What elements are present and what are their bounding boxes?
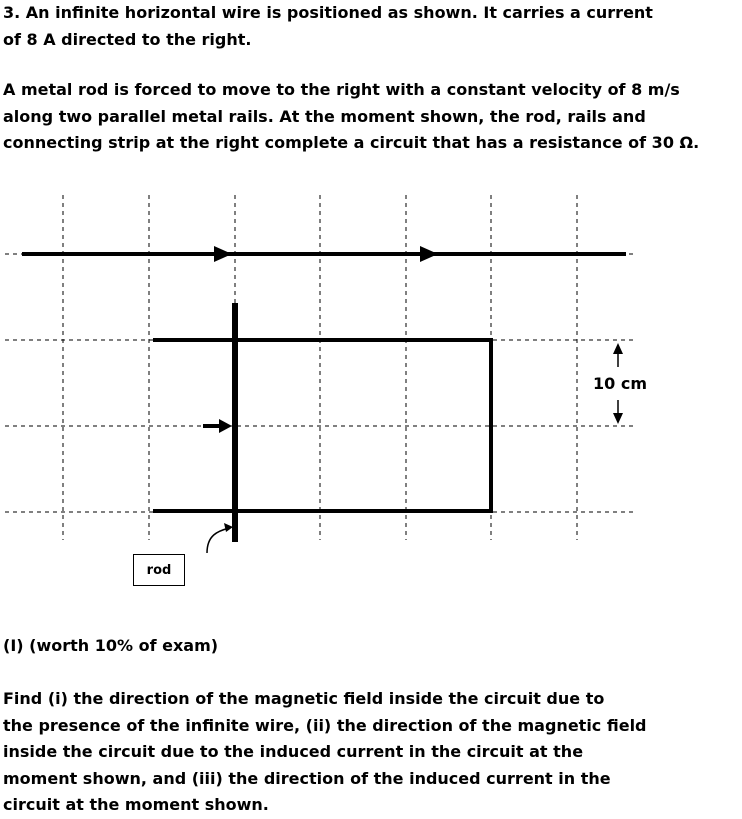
rod-pointer-arrow-icon — [224, 523, 233, 532]
dimension-arrow-down-icon — [613, 413, 623, 424]
intro-line-1: 3. An infinite horizontal wire is positioned as shown. It carries a current — [3, 3, 653, 22]
dimension-arrow-up-icon — [613, 343, 623, 354]
setup-line-3: connecting strip at the right complete a circuit that has a resistance of 30 Ω. — [3, 133, 700, 152]
part-heading: (I) (worth 10% of exam) — [3, 636, 219, 655]
question-line-4: moment shown, and (iii) the direction of the induced current in the — [3, 768, 611, 788]
question-text — [3, 686, 647, 819]
current-arrow-icon — [214, 246, 232, 262]
dimension-label: 10 cm — [593, 374, 647, 393]
grid-lines — [5, 195, 635, 540]
question-line-2: the presence of the infinite wire, (ii) the direction of the magnetic field — [3, 715, 647, 735]
question-line-5: circuit at the moment shown. — [3, 795, 269, 814]
rod-pointer-curve — [207, 528, 229, 553]
rod-label: rod — [133, 554, 185, 586]
question-line-3: inside the circuit due to the induced current in the circuit at the — [3, 742, 584, 761]
setup-line-1: A metal rod is forced to move to the right with a constant velocity of 8 m/s — [3, 80, 680, 99]
question-line-1: Find (i) the direction of the magnetic field inside the circuit due to — [3, 689, 605, 708]
intro-line-2: of 8 A directed to the right. — [3, 29, 252, 49]
setup-line-2: along two parallel metal rails. At the moment shown, the rod, rails and — [3, 106, 646, 126]
velocity-arrow-icon — [219, 419, 232, 433]
current-arrow-icon — [420, 246, 438, 262]
